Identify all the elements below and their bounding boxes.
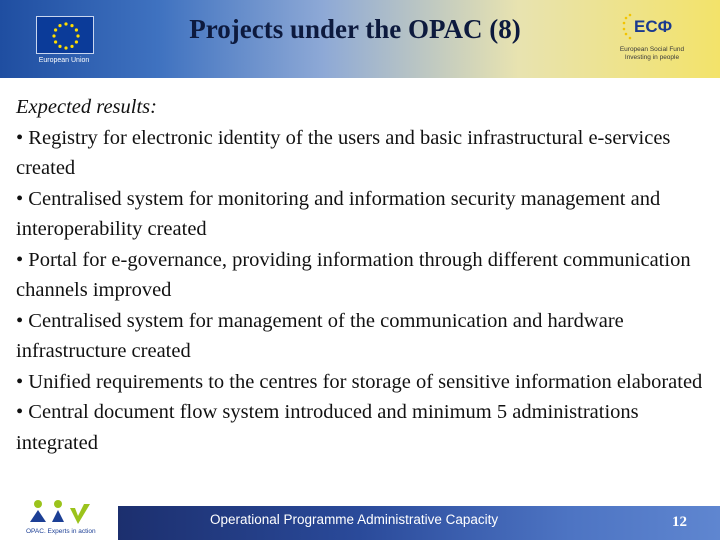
opac-logo-icon xyxy=(28,498,98,526)
eu-logo-label: European Union xyxy=(38,57,90,64)
eu-stars-icon xyxy=(37,17,95,55)
esf-name-line1: European Social Fund xyxy=(619,46,685,53)
expected-results-heading: Expected results: xyxy=(16,96,157,118)
esf-logo-name xyxy=(612,46,692,62)
result-bullet: • Portal for e-governance, providing information through different communication channels improved xyxy=(16,248,691,301)
footer-programme-name: Operational Programme Administrative Capacity xyxy=(210,512,499,527)
page-number: 12 xyxy=(672,514,687,530)
esf-name-line2: Investing in people xyxy=(624,54,680,61)
eu-flag-icon xyxy=(36,16,94,54)
eu-logo xyxy=(30,12,98,70)
esf-logo-icon xyxy=(620,12,674,42)
header-divider xyxy=(0,78,720,84)
esf-logo xyxy=(612,12,692,68)
opac-tagline: OPAC. Experts in action xyxy=(26,528,96,535)
result-bullet: • Unified requirements to the centres for storage of sensitive information elaborated xyxy=(16,370,703,393)
opac-logo xyxy=(16,498,116,540)
esf-mark-text: ЕСФ xyxy=(634,17,673,36)
result-bullet: • Registry for electronic identity of the users and basic infrastructural e-services created xyxy=(16,126,671,179)
slide-title: Projects under the OPAC (8) xyxy=(189,14,521,44)
result-bullet: • Central document flow system introduced and minimum 5 administrations integrated xyxy=(16,401,639,454)
slide-body xyxy=(16,92,706,458)
result-bullet: • Centralised system for monitoring and information security management and interoperability created xyxy=(16,187,661,240)
result-bullet: • Centralised system for management of the communication and hardware infrastructure created xyxy=(16,309,624,362)
